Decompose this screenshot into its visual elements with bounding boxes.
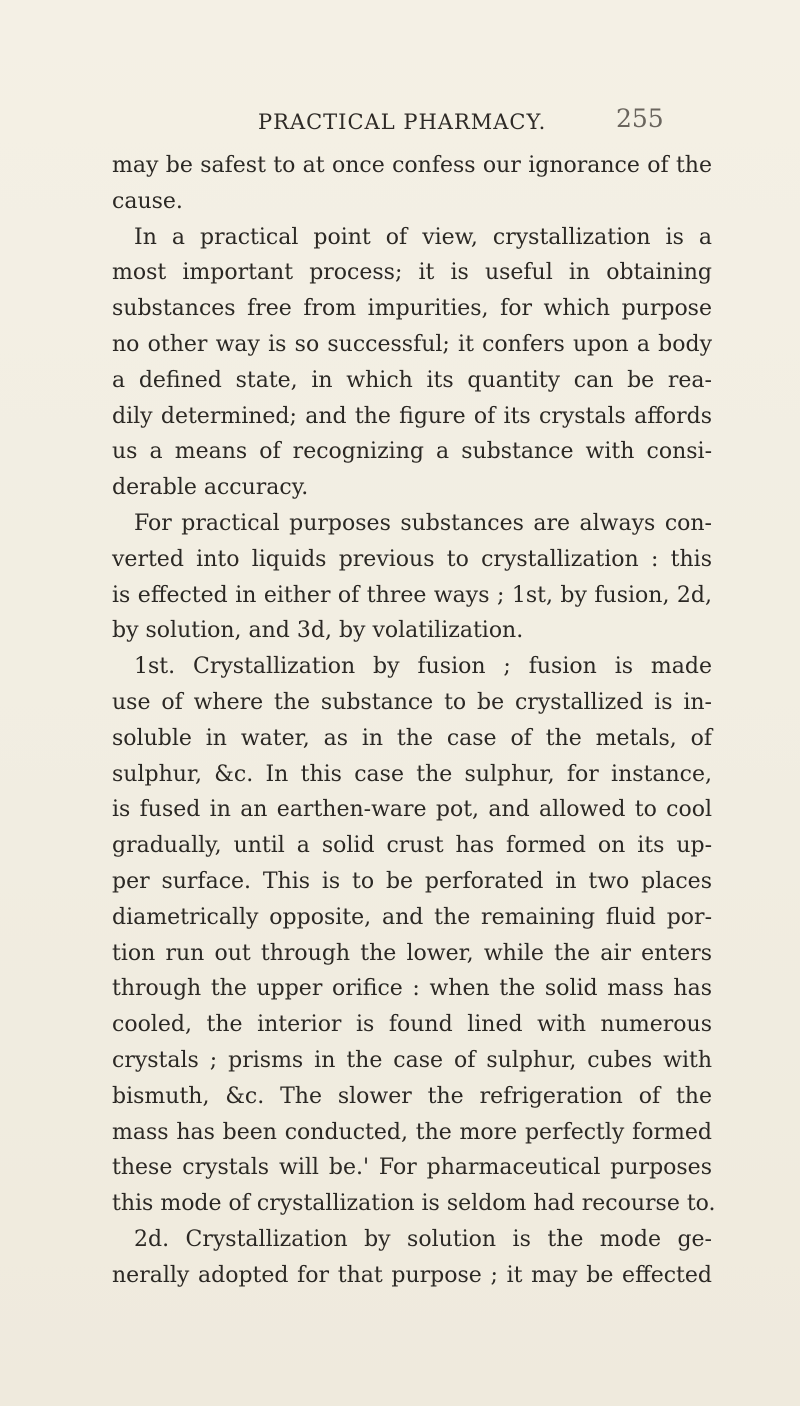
text-line: use of where the substance to be crystallized is in-: [112, 689, 712, 715]
paragraph-first-line: For practical purposes substances are always con-: [134, 510, 712, 536]
paragraph-first-line: 2d. Crystallization by solution is the mode ge-: [134, 1226, 712, 1252]
text-line: cause.: [112, 188, 183, 214]
text-line: sulphur, &c. In this case the sulphur, for instance,: [112, 761, 712, 787]
text-line: bismuth, &c. The slower the refrigeration of the: [112, 1083, 712, 1109]
text-line: mass has been conducted, the more perfectly formed: [112, 1119, 712, 1145]
text-line: substances free from impurities, for which purpose: [112, 296, 712, 322]
text-line: cooled, the interior is found lined with numerous: [112, 1012, 712, 1038]
text-line: soluble in water, as in the case of the metals, of: [112, 725, 712, 751]
text-line: gradually, until a solid crust has formed on its up-: [112, 833, 712, 859]
text-line: dily determined; and the figure of its crystals affords: [112, 403, 712, 429]
text-line: nerally adopted for that purpose ; it may be effected: [112, 1262, 712, 1288]
text-line: most important process; it is useful in obtaining: [112, 260, 712, 286]
text-line: by solution, and 3d, by volatilization.: [112, 618, 524, 644]
text-line: tion run out through the lower, while the air enters: [112, 940, 712, 966]
text-line: a defined state, in which its quantity can be rea-: [112, 367, 712, 393]
page-number: 255: [616, 104, 664, 133]
text-line: no other way is so successful; it confers upon a body: [112, 331, 712, 357]
running-head: [0, 104, 800, 140]
text-line: diametrically opposite, and the remaining fluid por-: [112, 904, 712, 930]
text-line: derable accuracy.: [112, 475, 309, 501]
text-line: per surface. This is to be perforated in two places: [112, 868, 712, 894]
text-line: through the upper orifice : when the solid mass has: [112, 976, 712, 1002]
body-text: [112, 148, 716, 1294]
running-title: PRACTICAL PHARMACY.: [258, 110, 547, 134]
text-line: us a means of recognizing a substance with consi-: [112, 439, 712, 465]
paragraph-first-line: In a practical point of view, crystallization is a: [134, 224, 712, 250]
text-line: verted into liquids previous to crystallization : this: [112, 546, 712, 572]
text-line: crystals ; prisms in the case of sulphur, cubes with: [112, 1047, 712, 1073]
text-line: may be safest to at once confess our ignorance of the: [112, 153, 712, 178]
text-line: is fused in an earthen-ware pot, and allowed to cool: [112, 797, 712, 823]
paragraph-first-line: 1st. Crystallization by fusion ; fusion is made: [134, 654, 712, 680]
text-line: this mode of crystallization is seldom had recourse to.: [112, 1191, 716, 1217]
text-line: is effected in either of three ways ; 1st, by fusion, 2d,: [112, 582, 712, 608]
text-line: these crystals will be.' For pharmaceutical purposes: [112, 1155, 712, 1181]
